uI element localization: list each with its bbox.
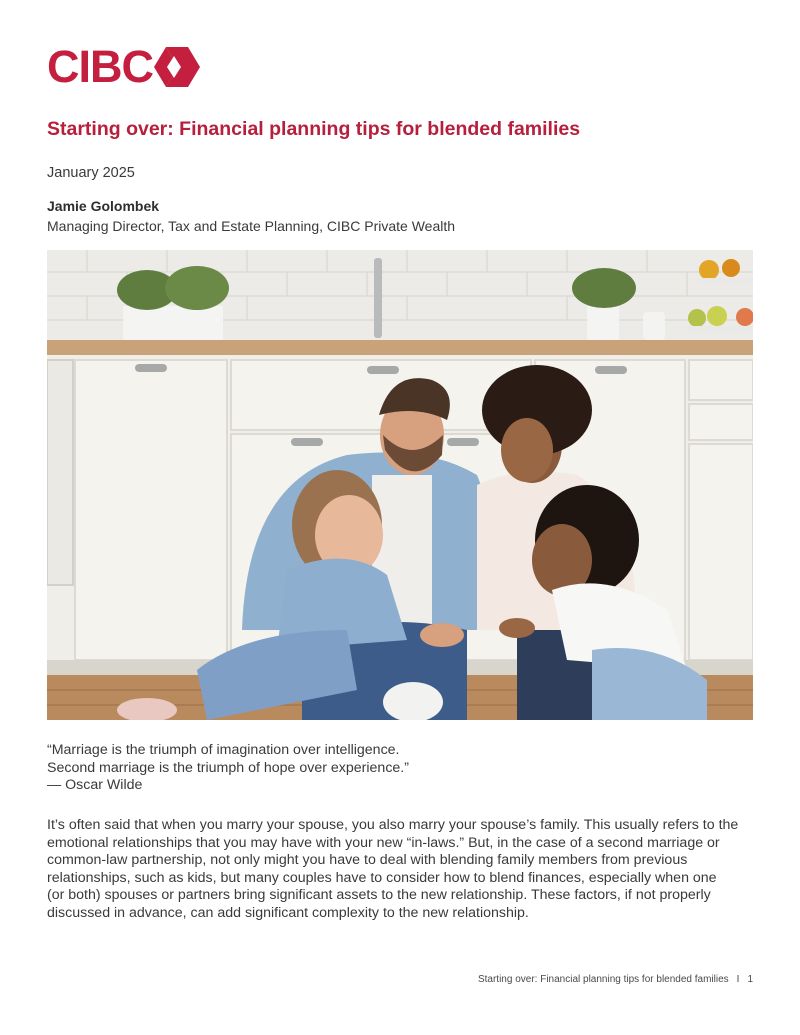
family-photo [47, 250, 753, 720]
intro-paragraph [47, 817, 753, 922]
publish-date: January 2025 [47, 165, 135, 181]
paragraph-line: common-law partnership, not only might you have to deal with blending family members from previous [47, 852, 688, 868]
paragraph-line: relationships, such as kids, but many couples have to consider how to blend finances, especially when one [47, 869, 717, 886]
epigraph-quote [47, 742, 409, 795]
paragraph-line: discussed in advance, can add significant complexity to the new relationship. [47, 904, 529, 921]
quote-attribution: — Oscar Wilde [47, 777, 143, 793]
author-role: Managing Director, Tax and Estate Planning, CIBC Private Wealth [47, 218, 456, 234]
cibc-logo [47, 41, 200, 92]
footer-separator: I [736, 974, 740, 985]
paragraph-line: (or both) spouses or partners bring significant assets to the new relationship. These factors, if not properly [47, 887, 711, 903]
footer-title: Starting over: Financial planning tips for blended families [477, 974, 729, 985]
author-name: Jamie Golombek [47, 198, 160, 214]
logo-wordmark: CIBC [47, 41, 153, 92]
paragraph-line: emotional relationships that you may have with your new “in-laws.” But, in the case of a second marriage or [47, 834, 720, 851]
quote-line: “Marriage is the triumph of imagination over intelligence. [47, 742, 400, 758]
cibc-diamond-icon [154, 47, 200, 87]
page-footer [478, 974, 753, 985]
paragraph-line: It’s often said that when you marry your spouse, you also marry your spouse’s family. This usually refers to the [47, 817, 739, 833]
page-title: Starting over: Financial planning tips for blended families [47, 118, 581, 140]
page-number: 1 [747, 974, 753, 985]
quote-line: Second marriage is the triumph of hope over experience.” [47, 759, 409, 776]
